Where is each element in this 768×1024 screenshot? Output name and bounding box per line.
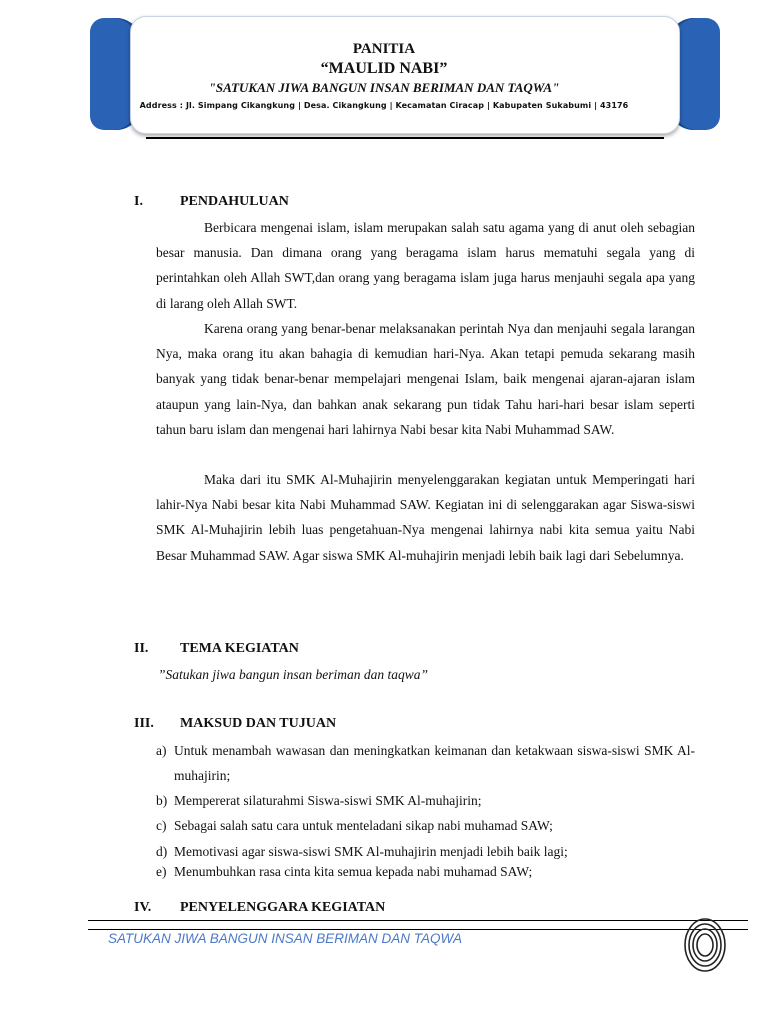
- concentric-circles-icon: [684, 917, 726, 973]
- header-subtitle: “MAULID NABI”: [320, 60, 448, 77]
- section-heading-4: [134, 900, 534, 920]
- paragraph-1: Berbicara mengenai islam, islam merupakan salah satu agama yang di anut oleh sebagian besar manusia. Dan dimana orang yang beragama islam harus mematuhi segala yang di perintahkan oleh Allah SWT,dan orang yang beragama islam juga harus menjauhi segala apa yang di larang oleh Allah SWT.: [156, 220, 695, 311]
- section-number: IV.: [134, 900, 152, 915]
- footer-rule-top: [88, 920, 748, 921]
- section-heading-1: [134, 194, 534, 214]
- section-heading-2: [134, 641, 534, 661]
- section-heading-3: [134, 716, 534, 736]
- header-title: PANITIA: [352, 41, 416, 57]
- section-number: II.: [134, 641, 149, 656]
- section-title: PENDAHULUAN: [180, 194, 289, 209]
- section-title: TEMA KEGIATAN: [180, 641, 299, 656]
- paragraph-2: Karena orang yang benar-benar melaksanakan perintah Nya dan menjauhi segala larangan Nya, maka orang itu akan bahagia di kemudian hari-Nya. Akan tetapi pemuda sekarang masih banyak yang tidak benar-benar mempelajari mengenai Islam, baik mengenai ajaran-ajaran islam ataupun yang lain-Nya, dan bahkan anak sekarang pun tidak Tahu hari-hari besar islam seperti tahun baru islam dan mengenai hari lahirnya Nabi besar kita Nabi Muhammad SAW.: [156, 321, 695, 437]
- paragraph-3: Maka dari itu SMK Al-Muhajirin menyelenggarakan kegiatan untuk Memperingati hari lahir-Nya Nabi besar kita Nabi Muhammad SAW. Kegiatan ini di selenggarakan agar Siswa-siswi SMK Al-Muhajirin lebih luas pengetahuan-Nya mengenai lahirnya nabi kita semua yaitu Nabi Besar Muhammad SAW. Agar siswa SMK Al-muhajirin menjadi lebih baik lagi dari Sebelumnya.: [156, 472, 695, 563]
- list-item: e) Menumbuhkan rasa cinta kita semua kepada nabi muhamad SAW;: [156, 864, 533, 879]
- footer-motto: SATUKAN JIWA BANGUN INSAN BERIMAN DAN TAQWA: [108, 931, 463, 946]
- list-item: a) Untuk menambah wawasan dan meningkatkan keimanan dan ketakwaan siswa-siswi SMK Al-muhajirin;: [156, 743, 695, 783]
- tema-quote: ”Satukan jiwa bangun insan beriman dan taqwa”: [158, 667, 429, 682]
- header-address: Address : Jl. Simpang Cikangkung | Desa. Cikangkung | Kecamatan Ciracap | Kabupaten Sukabumi | 43176: [139, 101, 629, 110]
- footer-rule-bottom: [88, 929, 748, 930]
- section-title: MAKSUD DAN TUJUAN: [180, 716, 337, 731]
- list-item: d) Memotivasi agar siswa-siswi SMK Al-muhajirin menjadi lebih baik lagi;: [156, 844, 568, 859]
- list-item: c) Sebagai salah satu cara untuk menteladani sikap nabi muhamad SAW;: [156, 818, 553, 833]
- section-number: I.: [134, 194, 143, 209]
- header-motto: "SATUKAN JIWA BANGUN INSAN BERIMAN DAN TAQWA": [208, 80, 560, 95]
- section-number: III.: [134, 716, 154, 731]
- list-item: b) Mempererat silaturahmi Siswa-siswi SMK Al-muhajirin;: [156, 793, 482, 808]
- letterhead-rule: [146, 137, 664, 139]
- section-title: PENYELENGGARA KEGIATAN: [180, 900, 386, 915]
